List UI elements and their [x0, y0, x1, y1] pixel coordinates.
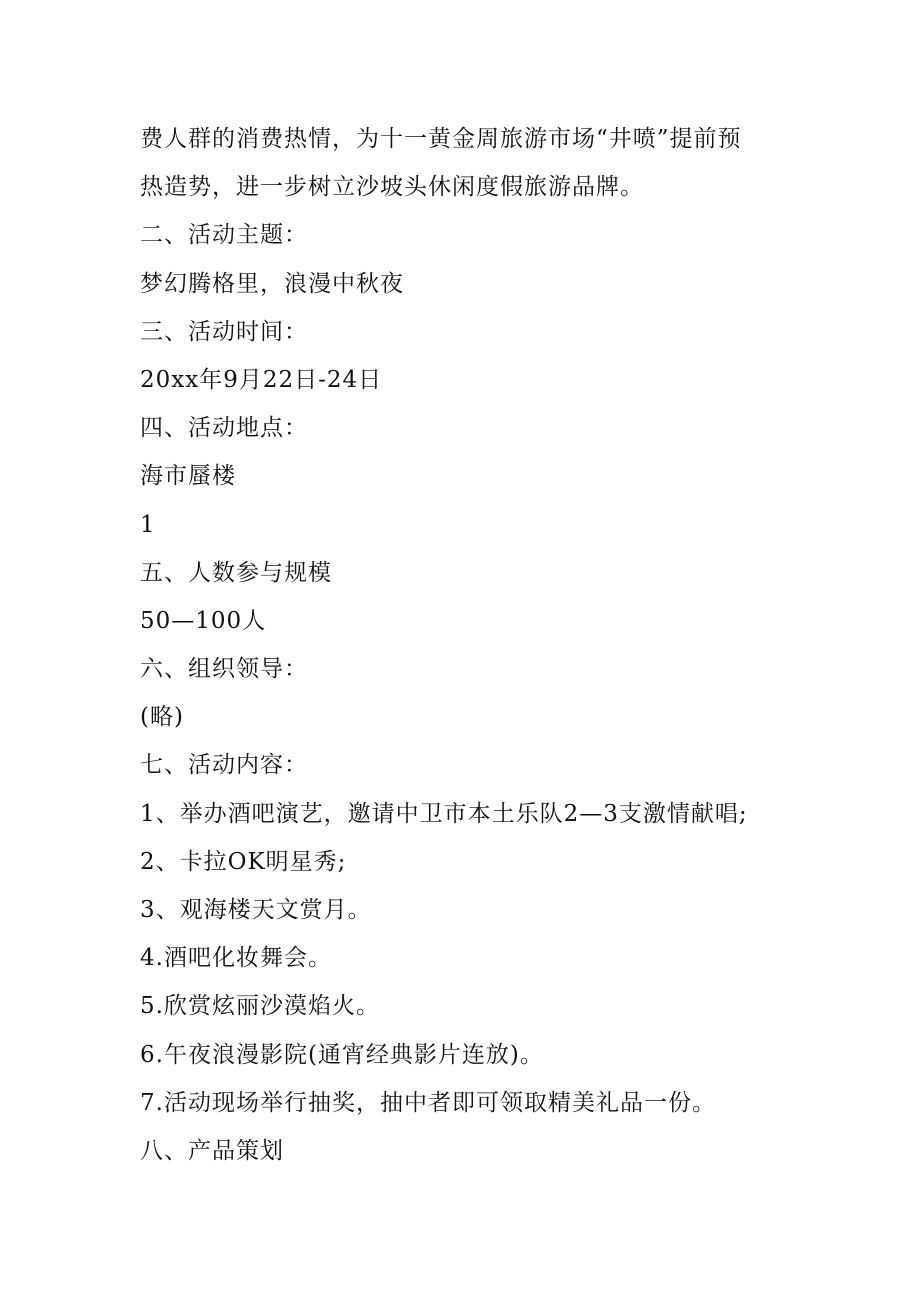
- scale-text: 50—100人: [140, 607, 267, 634]
- content-item: 3、观海楼天文赏月。: [140, 897, 372, 923]
- section-heading-product: 八、产品策划: [140, 1137, 284, 1164]
- theme-text: 梦幻腾格里，浪漫中秋夜: [140, 270, 404, 297]
- section-heading-content: 七、活动内容：: [140, 752, 308, 779]
- section-heading-scale: 五、人数参与规模: [140, 559, 332, 586]
- organization-text: (略): [140, 704, 184, 731]
- content-item: 6.午夜浪漫影院(通宵经典影片连放)。: [140, 1041, 544, 1068]
- section-heading-theme: 二、活动主题：: [140, 222, 308, 249]
- section-heading-location: 四、活动地点：: [140, 415, 308, 442]
- page-number: 1: [140, 511, 156, 538]
- paragraph-line: 费人群的消费热情，为十一黄金周旅游市场“井喷”提前预: [140, 126, 742, 152]
- document-body: [140, 115, 800, 1175]
- section-heading-organization: 六、组织领导：: [140, 656, 308, 683]
- section-heading-time: 三、活动时间：: [140, 318, 308, 345]
- content-item: 2、卡拉OK明星秀;: [140, 848, 347, 875]
- location-text: 海市蜃楼: [140, 463, 236, 490]
- content-item: 7.活动现场举行抽奖，抽中者即可领取精美礼品一份。: [140, 1089, 716, 1116]
- time-text: 20xx年9月22日-24日: [140, 366, 383, 393]
- content-item: 5.欣赏炫丽沙漠焰火。: [140, 993, 380, 1020]
- content-item: 1、举办酒吧演艺，邀请中卫市本土乐队2—3支激情献唱;: [140, 800, 748, 827]
- paragraph-line: 热造势，进一步树立沙坡头休闲度假旅游品牌。: [140, 174, 644, 201]
- content-item: 4.酒吧化妆舞会。: [140, 945, 332, 972]
